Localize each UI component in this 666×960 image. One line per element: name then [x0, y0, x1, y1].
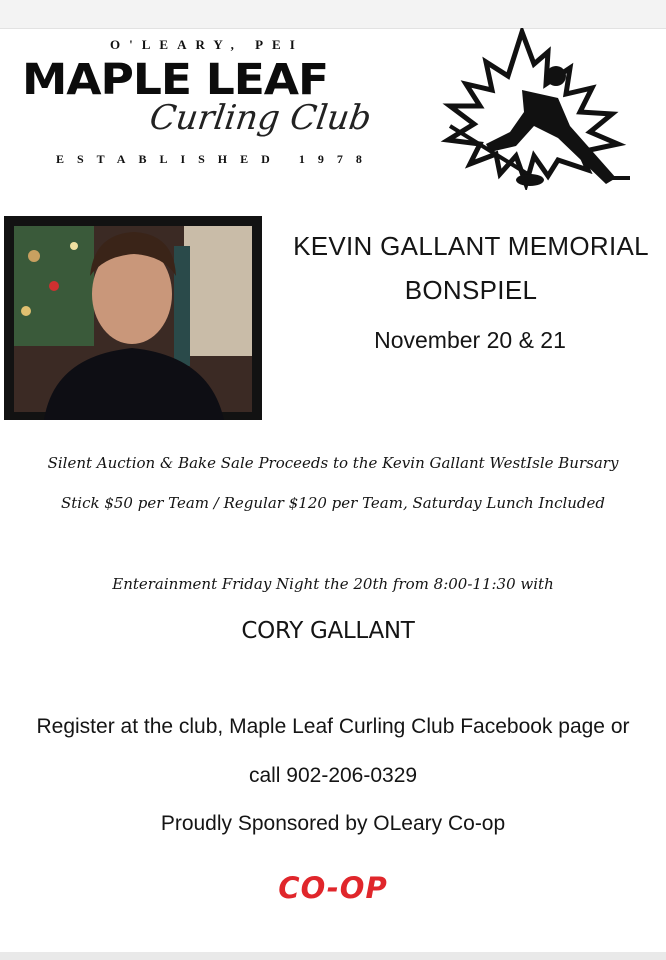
event-title-line1: KEVIN GALLANT MEMORIAL	[293, 231, 649, 261]
pricing-text: Stick $50 per Team / Regular $120 per Team, Saturday Lunch Included	[60, 494, 606, 512]
auction-text: Silent Auction & Bake Sale Proceeds to the Kevin Gallant WestIsle Bursary	[47, 454, 619, 472]
phone-text: call 902-206-0329	[248, 764, 418, 787]
sponsor-text: Proudly Sponsored by OLeary Co-op	[160, 812, 506, 835]
coop-logo	[248, 872, 418, 904]
memorial-photo	[4, 216, 262, 420]
club-header	[0, 28, 666, 198]
club-subtitle: Curling Club	[147, 98, 374, 138]
coop-logo-text: CO-OP	[278, 871, 388, 905]
portrait-photo	[4, 216, 262, 420]
entertainer-name: CORY GALLANT	[241, 618, 415, 644]
entertainment-text: Enterainment Friday Night the 20th from 8:00-11:30 with	[112, 575, 554, 593]
bottom-bar	[0, 952, 666, 960]
event-title	[284, 224, 658, 312]
maple-leaf-curler-icon	[430, 28, 650, 190]
register-text: Register at the club, Maple Leaf Curling Club Facebook page or	[36, 715, 630, 738]
event-title-line2: BONSPIEL	[404, 275, 538, 305]
club-name: MAPLE LEAF	[22, 55, 329, 105]
club-location: O'LEARY, PEI	[110, 37, 304, 52]
club-established: ESTABLISHED 1978	[56, 152, 375, 166]
top-bar	[0, 0, 666, 29]
event-date: November 20 & 21	[374, 327, 566, 353]
